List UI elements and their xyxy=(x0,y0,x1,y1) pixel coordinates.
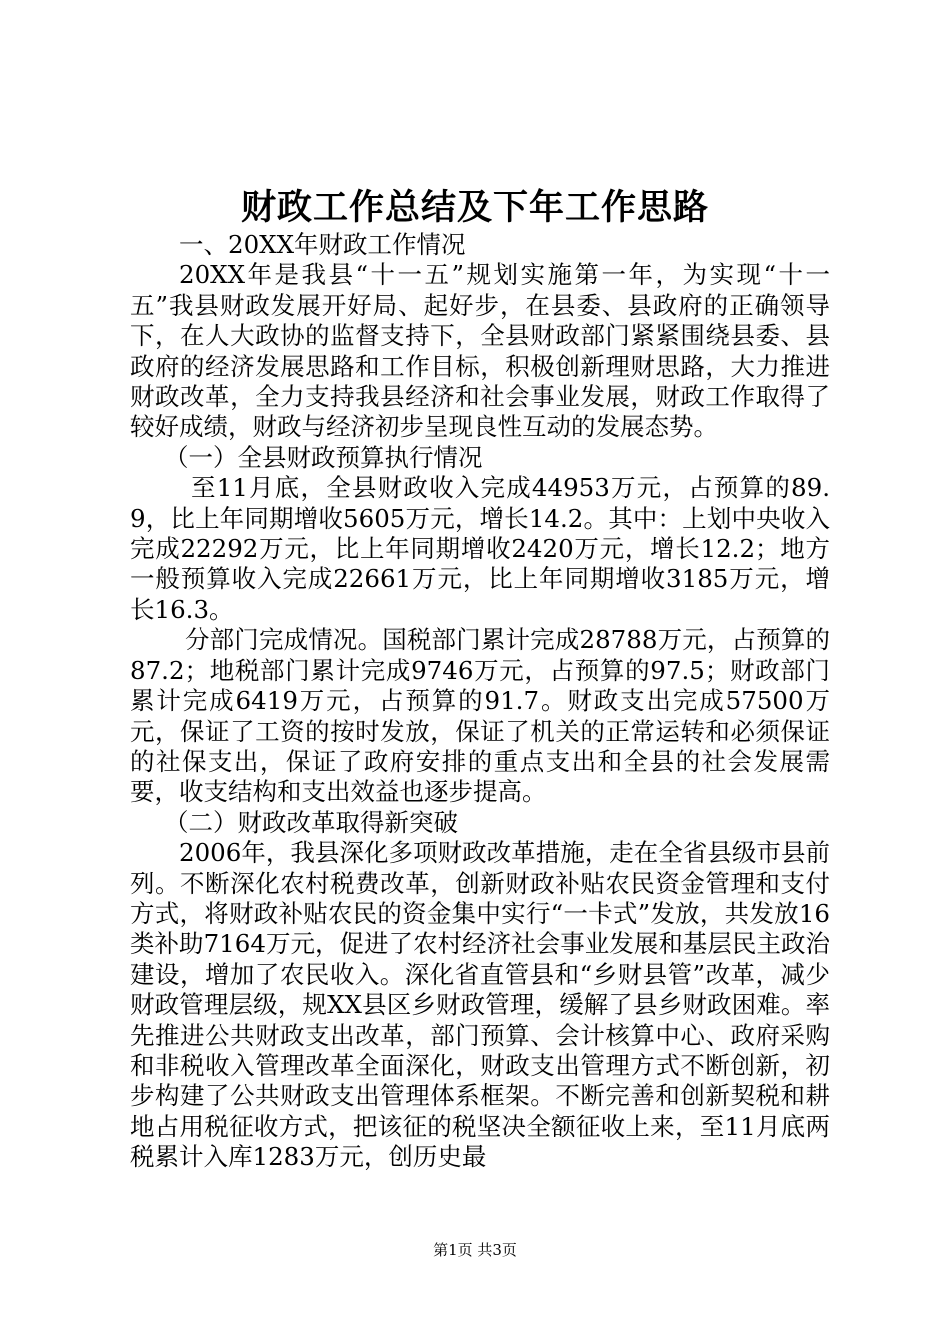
paragraph: 至11月底，全县财政收入完成44953万元，占预算的89.9，比上年同期增收5605万元，增长14.2。其中：上划中央收入完成22292万元，比上年同期增收2420万元，增长12.2；地方一般预算收入完成22661万元，比上年同期增收3185万元，增长16.3。 xyxy=(130,473,830,624)
document-body xyxy=(130,230,830,1173)
subsection-heading: （一）全县财政预算执行情况 xyxy=(164,442,483,472)
paragraph: 分部门完成情况。国税部门累计完成28788万元，占预算的87.2；地税部门累计完成9746万元，占预算的97.5；财政部门累计完成6419万元，占预算的91.7。财政支出完成57500万元，保证了工资的按时发放，保证了机关的正常运转和必须保证的社保支出，保证了政府安排的重点支出和全县的社会发展需要，收支结构和支出效益也逐步提高。 xyxy=(130,625,830,807)
paragraph: 2006年，我县深化多项财政改革措施，走在全省县级市县前列。不断深化农村税费改革，创新财政补贴农民资金管理和支付方式，将财政补贴农民的资金集中实行“一卡式”发放，共发放16类补助7164万元，促进了农村经济社会事业发展和基层民主政治建设，增加了农民收入。深化省直管县和“乡财县管”改革，减少财政管理层级，规XX县区乡财政管理，缓解了县乡财政困难。率先推进公共财政支出改革，部门预算、会计核算中心、政府采购和非税收入管理改革全面深化，财政支出管理方式不断创新，初步构建了公共财政支出管理体系框架。不断完善和创新契税和耕地占用税征收方式，把该征的税坚决全额征收上来，至11月底两税累计入库1283万元，创历史最 xyxy=(130,838,830,1172)
page-footer: 第1页 共3页 xyxy=(433,1241,517,1259)
document-title: 财政工作总结及下年工作思路 xyxy=(240,187,709,228)
subsection-heading: （二）财政改革取得新突破 xyxy=(164,807,458,837)
paragraph: 20XX年是我县“十一五”规划实施第一年，为实现“十一五”我县财政发展开好局、起好步，在县委、县政府的正确领导下，在人大政协的监督支持下，全县财政部门紧紧围绕县委、县政府的经济发展思路和工作目标，积极创新理财思路，大力推进财政改革，全力支持我县经济和社会事业发展，财政工作取得了较好成绩，财政与经济初步呈现良性互动的发展态势。 xyxy=(130,260,830,442)
section-heading: 一、20XX年财政工作情况 xyxy=(179,230,466,259)
